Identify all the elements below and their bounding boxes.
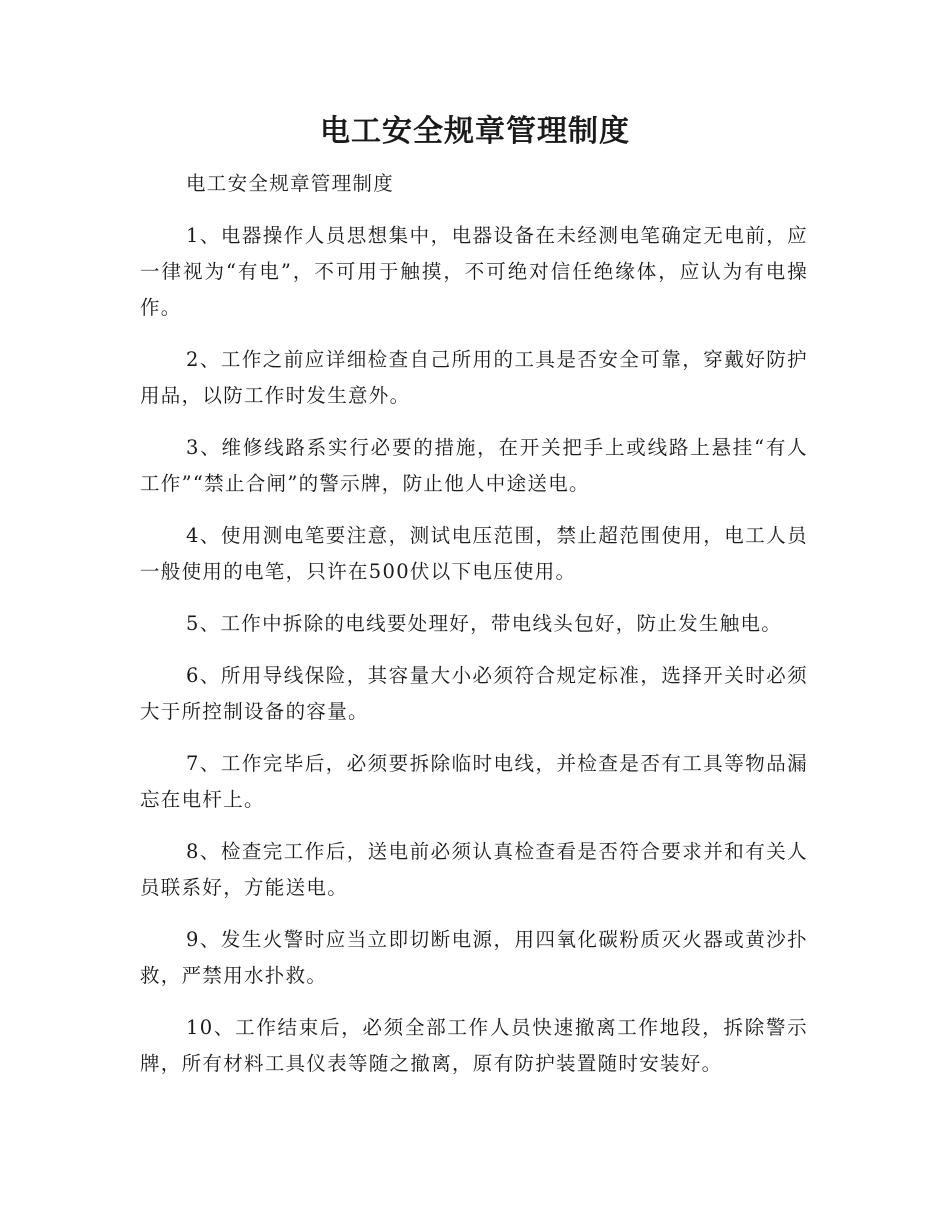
rule-paragraph-6: 6、所用导线保险，其容量大小必须符合规定标准，选择开关时必须大于所控制设备的容量。 (140, 664, 808, 723)
document-subtitle: 电工安全规章管理制度 (186, 172, 395, 195)
rule-paragraph-4: 4、使用测电笔要注意，测试电压范围，禁止超范围使用，电工人员一般使用的电笔，只许在500伏以下电压使用。 (140, 524, 808, 583)
rule-paragraph-3: 3、维修线路系实行必要的措施，在开关把手上或线路上悬挂“有人工作”“禁止合闸”的警示牌，防止他人中途送电。 (140, 436, 808, 495)
document-title: 电工安全规章管理制度 (320, 114, 630, 149)
rule-paragraph-10: 10、工作结束后，必须全部工作人员快速撤离工作地段，拆除警示牌，所有材料工具仪表等随之撤离，原有防护装置随时安装好。 (140, 1016, 808, 1075)
rule-paragraph-5: 5、工作中拆除的电线要处理好，带电线头包好，防止发生触电。 (186, 612, 783, 635)
rule-paragraph-9: 9、发生火警时应当立即切断电源，用四氧化碳粉质灭火器或黄沙扑救，严禁用水扑救。 (140, 928, 808, 987)
rule-paragraph-7: 7、工作完毕后，必须要拆除临时电线，并检查是否有工具等物品漏忘在电杆上。 (140, 752, 808, 811)
rule-paragraph-1: 1、电器操作人员思想集中，电器设备在未经测电笔确定无电前，应一律视为“有电”，不可用于触摸，不可绝对信任绝缘体，应认为有电操作。 (140, 224, 808, 319)
document-body (140, 166, 808, 1098)
rule-paragraph-8: 8、检查完工作后，送电前必须认真检查看是否符合要求并和有关人员联系好，方能送电。 (140, 840, 808, 899)
rule-paragraph-2: 2、工作之前应详细检查自己所用的工具是否安全可靠，穿戴好防护用品，以防工作时发生意外。 (140, 348, 808, 407)
